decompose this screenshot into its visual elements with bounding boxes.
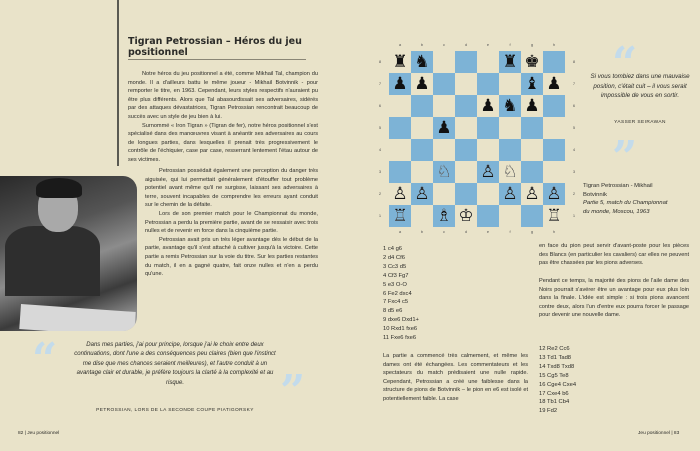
square-b1 <box>411 205 433 227</box>
square-h5 <box>543 117 565 139</box>
square-d4 <box>455 139 477 161</box>
square-a7 <box>389 73 411 95</box>
chess-piece-icon: ♗ <box>436 205 452 226</box>
file-label: c <box>443 229 445 234</box>
chess-piece-icon: ♙ <box>524 183 540 204</box>
square-e6 <box>477 95 499 117</box>
square-f5 <box>499 117 521 139</box>
square-b5 <box>411 117 433 139</box>
square-f3 <box>499 161 521 183</box>
file-label: f <box>509 229 511 234</box>
file-label: a <box>398 42 402 47</box>
chess-piece-icon: ♖ <box>392 205 408 226</box>
chess-piece-icon: ♙ <box>480 161 496 182</box>
file-label: h <box>552 42 556 47</box>
pull-quote: Dans mes parties, j'ai pour principe, lorsque j'ai le choix entre deux continuations, dont l'une a des conséquences peu claires (bien que l'instinct me dise que mes chances seraient meilleures), et l'autre conduit à un avantage clair et durable, je préfère toujours la clarté à la complexité et au risque. <box>74 342 276 386</box>
rank-label: 3 <box>378 169 382 174</box>
move: 18 Tb1 Cb4 <box>539 399 570 406</box>
square-a4 <box>389 139 411 161</box>
square-f1 <box>499 205 521 227</box>
square-g4 <box>521 139 543 161</box>
paragraph: Petrossian possédait également une perception du danger très aiguisée, qui lui permettait généralement d'étouffer tout problème potentiel avant même qu'il ne surgisse, laissant ses adversaires à terre, souvent incapables de comprendre les erreurs ayant conduit sur le chemin de la défaite. <box>145 168 318 209</box>
square-h6 <box>543 95 565 117</box>
chess-piece-icon: ♞ <box>502 95 518 116</box>
square-c4 <box>433 139 455 161</box>
chess-piece-icon: ♖ <box>546 205 562 226</box>
square-f6 <box>499 95 521 117</box>
file-label: f <box>509 42 511 47</box>
rank-label: 8 <box>378 59 382 64</box>
paragraph: La partie a commencé très calmement, et même les dames ont été échangées. Les commentateurs et les spectateurs du match prédisaient une nulle rapide. Cependant, Petrossian a créé une faiblesse dans la structure de pions de Botvinnik – le pion en e6 est isolé et potentiellement faible. La case <box>383 353 528 402</box>
close-quote-icon: ” <box>612 132 638 183</box>
close-quote-icon: ” <box>280 366 306 417</box>
square-b3 <box>411 161 433 183</box>
rank-label: 5 <box>378 125 382 130</box>
square-g2 <box>521 183 543 205</box>
square-e1 <box>477 205 499 227</box>
square-b2 <box>411 183 433 205</box>
file-label: b <box>420 42 424 47</box>
rank-label: 5 <box>572 125 576 130</box>
square-e5 <box>477 117 499 139</box>
move: 1 c4 g6 <box>383 246 403 252</box>
square-h8 <box>543 51 565 73</box>
rank-label: 6 <box>378 103 382 108</box>
file-label: b <box>420 229 424 234</box>
move: 2 d4 Cf6 <box>383 254 405 261</box>
chess-piece-icon: ♙ <box>392 183 408 204</box>
chess-piece-icon: ♝ <box>524 73 540 94</box>
caption-title: Tigran Petrossian - Mikhail Botvinnik <box>583 183 653 198</box>
square-g5 <box>521 117 543 139</box>
rank-label: 6 <box>572 103 576 108</box>
square-a3 <box>389 161 411 183</box>
chess-piece-icon: ♘ <box>502 161 518 182</box>
chess-piece-icon: ♟ <box>546 73 562 94</box>
square-b7 <box>411 73 433 95</box>
move: 19 Fd2 <box>539 408 558 415</box>
square-b6 <box>411 95 433 117</box>
diagram-caption <box>583 182 673 216</box>
move-list-1 <box>383 245 419 343</box>
chess-piece-icon: ♚ <box>524 51 540 72</box>
page-folio-right: Jeu positionnel | 83 <box>638 431 680 436</box>
quote-source: PETROSSIAN, LORS DE LA SECONDE COUPE PIATIGORSKY <box>96 408 254 413</box>
page-folio-left: 82 | Jeu positionnel <box>18 431 60 436</box>
rank-labels-left <box>376 51 384 227</box>
file-label: d <box>464 42 468 47</box>
square-d1 <box>455 205 477 227</box>
move: 8 d5 e6 <box>383 308 403 315</box>
rank-label: 2 <box>378 191 382 196</box>
caption-subtitle: Partie 5, match du Championnat du monde, Moscou, 1963 <box>583 200 668 215</box>
square-g3 <box>521 161 543 183</box>
square-d5 <box>455 117 477 139</box>
article-text-top <box>128 70 318 165</box>
square-a6 <box>389 95 411 117</box>
rank-label: 8 <box>572 59 576 64</box>
square-c1 <box>433 205 455 227</box>
square-e7 <box>477 73 499 95</box>
square-h7 <box>543 73 565 95</box>
chess-piece-icon: ♟ <box>524 95 540 116</box>
paragraph: Petrossian avait pris un très léger avantage dès le début de la partie, avantage qu'il s'est attaché à cultiver jusqu'à la victoire. Cette partie a remis Petrossian sur la voie du titre. Sur les parties restantes du match, il en a gagné quatre, fait onze nulles et n'en a perdu qu'une. <box>145 236 318 278</box>
move: 5 e3 O-O <box>383 281 407 288</box>
title-divider <box>128 59 306 60</box>
chess-piece-icon: ♙ <box>414 183 430 204</box>
chess-board <box>389 51 565 227</box>
paragraph: Pendant ce temps, la majorité des pions de l'aile dame des Noirs pourrait s'avérer être un avantage pour eux plus loin dans la finale. L'idée est simple : si trois pions avancent contre deux, alors l'un d'entre eux pourra forcer le passage pour devenir une nouvelle dame. <box>539 278 689 319</box>
square-c5 <box>433 117 455 139</box>
open-quote-icon: “ <box>32 334 58 385</box>
square-a5 <box>389 117 411 139</box>
square-h1 <box>543 205 565 227</box>
chess-piece-icon: ♞ <box>414 51 430 72</box>
square-c2 <box>433 183 455 205</box>
paragraph: Surnommé « Iron Tigran » (Tigran de fer), notre héros positionnel s'est spécialisé dans des manœuvres visant à anéantir ses adversaires au cours de longues parties, dans lesquelles il prenait très progressivement le contrôle de l'échiquier, case par case, resserrant lentement l'étau autour de ses victimes. <box>128 122 318 163</box>
square-f8 <box>499 51 521 73</box>
move: 17 Cxe4 b6 <box>539 390 569 397</box>
move: 14 Txd8 Txd8 <box>539 363 575 370</box>
chess-piece-icon: ♙ <box>502 183 518 204</box>
square-g8 <box>521 51 543 73</box>
file-labels-bottom <box>389 229 565 234</box>
move: 13 Td1 Tad8 <box>539 354 572 361</box>
square-e4 <box>477 139 499 161</box>
margin-rule <box>117 0 119 166</box>
rank-label: 4 <box>378 147 382 152</box>
square-g6 <box>521 95 543 117</box>
chess-piece-icon: ♟ <box>436 117 452 138</box>
rank-label: 3 <box>572 169 576 174</box>
square-g7 <box>521 73 543 95</box>
file-label: c <box>443 42 445 47</box>
chess-piece-icon: ♟ <box>414 73 430 94</box>
square-d3 <box>455 161 477 183</box>
move: 3 Cc3 d5 <box>383 263 407 270</box>
square-h3 <box>543 161 565 183</box>
file-label: h <box>552 229 556 234</box>
rank-label: 4 <box>572 147 576 152</box>
page-title: Tigran Petrossian – Héros du jeu positionnel <box>128 36 302 58</box>
rank-labels-right <box>570 51 578 227</box>
square-e2 <box>477 183 499 205</box>
file-label: a <box>398 229 402 234</box>
square-e8 <box>477 51 499 73</box>
square-a2 <box>389 183 411 205</box>
chess-piece-icon: ♜ <box>392 51 408 72</box>
chess-piece-icon: ♔ <box>458 205 474 226</box>
file-label: e <box>486 229 490 234</box>
move: 9 dxe6 Dxd1+ <box>383 317 419 324</box>
side-quote-source: YASSER SEIRAWAN <box>614 120 666 125</box>
chess-piece-icon: ♙ <box>546 183 562 204</box>
chess-piece-icon: ♜ <box>502 51 518 72</box>
square-a8 <box>389 51 411 73</box>
side-quote: Si vous tombiez dans une mauvaise position, c'était cuit – il vous serait impossible de vous en sortir. <box>590 73 690 100</box>
chess-piece-icon: ♟ <box>392 73 408 94</box>
square-d8 <box>455 51 477 73</box>
move: 4 Cf3 Fg7 <box>383 272 409 279</box>
paragraph: Notre héros du jeu positionnel a été, comme Mikhail Tal, champion du monde. Il a d'ailleurs battu le même joueur - Mikhail Botvinnik - pour remporter le titre, en 1963. Cependant, leurs styles respectifs n'auraient pu être plus différents. Alors que Tal abasourdissait ses adversaires, sidérés par des attaques dévastatrices, Tigran Petrossian rencontrait beaucoup de succès avec un style de jeu bien à lui. <box>128 71 318 120</box>
square-g1 <box>521 205 543 227</box>
square-h2 <box>543 183 565 205</box>
petrossian-photo <box>0 176 137 331</box>
rank-label: 1 <box>378 213 382 218</box>
move: 15 Cg5 Te8 <box>539 372 569 379</box>
square-a1 <box>389 205 411 227</box>
move: 7 Fxc4 c5 <box>383 299 409 306</box>
square-b4 <box>411 139 433 161</box>
move: 6 Fe2 dxc4 <box>383 290 412 297</box>
square-f2 <box>499 183 521 205</box>
square-c7 <box>433 73 455 95</box>
square-f7 <box>499 73 521 95</box>
square-e3 <box>477 161 499 183</box>
move: 12 Re2 Cc6 <box>539 346 570 352</box>
move: 10 Rxd1 fxe6 <box>383 326 418 333</box>
chess-piece-icon: ♘ <box>436 161 452 182</box>
square-c8 <box>433 51 455 73</box>
move-list-2 <box>539 345 576 416</box>
square-f4 <box>499 139 521 161</box>
rank-label: 7 <box>572 81 576 86</box>
square-b8 <box>411 51 433 73</box>
file-label: g <box>530 229 534 234</box>
rank-label: 2 <box>572 191 576 196</box>
square-d2 <box>455 183 477 205</box>
square-c6 <box>433 95 455 117</box>
open-quote-icon: “ <box>612 38 638 89</box>
article-text-bottom <box>145 167 318 279</box>
file-label: e <box>486 42 490 47</box>
file-labels-top <box>389 42 565 47</box>
square-c3 <box>433 161 455 183</box>
move: 16 Cge4 Cxe4 <box>539 381 577 388</box>
file-label: g <box>530 42 534 47</box>
move: 11 Fxe6 fxe6 <box>383 335 417 342</box>
chess-piece-icon: ♟ <box>480 95 496 116</box>
square-d6 <box>455 95 477 117</box>
square-d7 <box>455 73 477 95</box>
rank-label: 7 <box>378 81 382 86</box>
paragraph: en face du pion peut servir d'avant-poste pour les pièces des Blancs (en particulier les cavaliers) car elles ne peuvent pas être chassées par les pions adverses. <box>539 243 689 267</box>
file-label: d <box>464 229 468 234</box>
rank-label: 1 <box>572 213 576 218</box>
paragraph: Lors de son premier match pour le Championnat du monde, Petrossian a perdu la première partie, avant de se ressaisir avec trois nulles et de revenir en force dans la cinquième partie. <box>145 210 318 235</box>
square-h4 <box>543 139 565 161</box>
